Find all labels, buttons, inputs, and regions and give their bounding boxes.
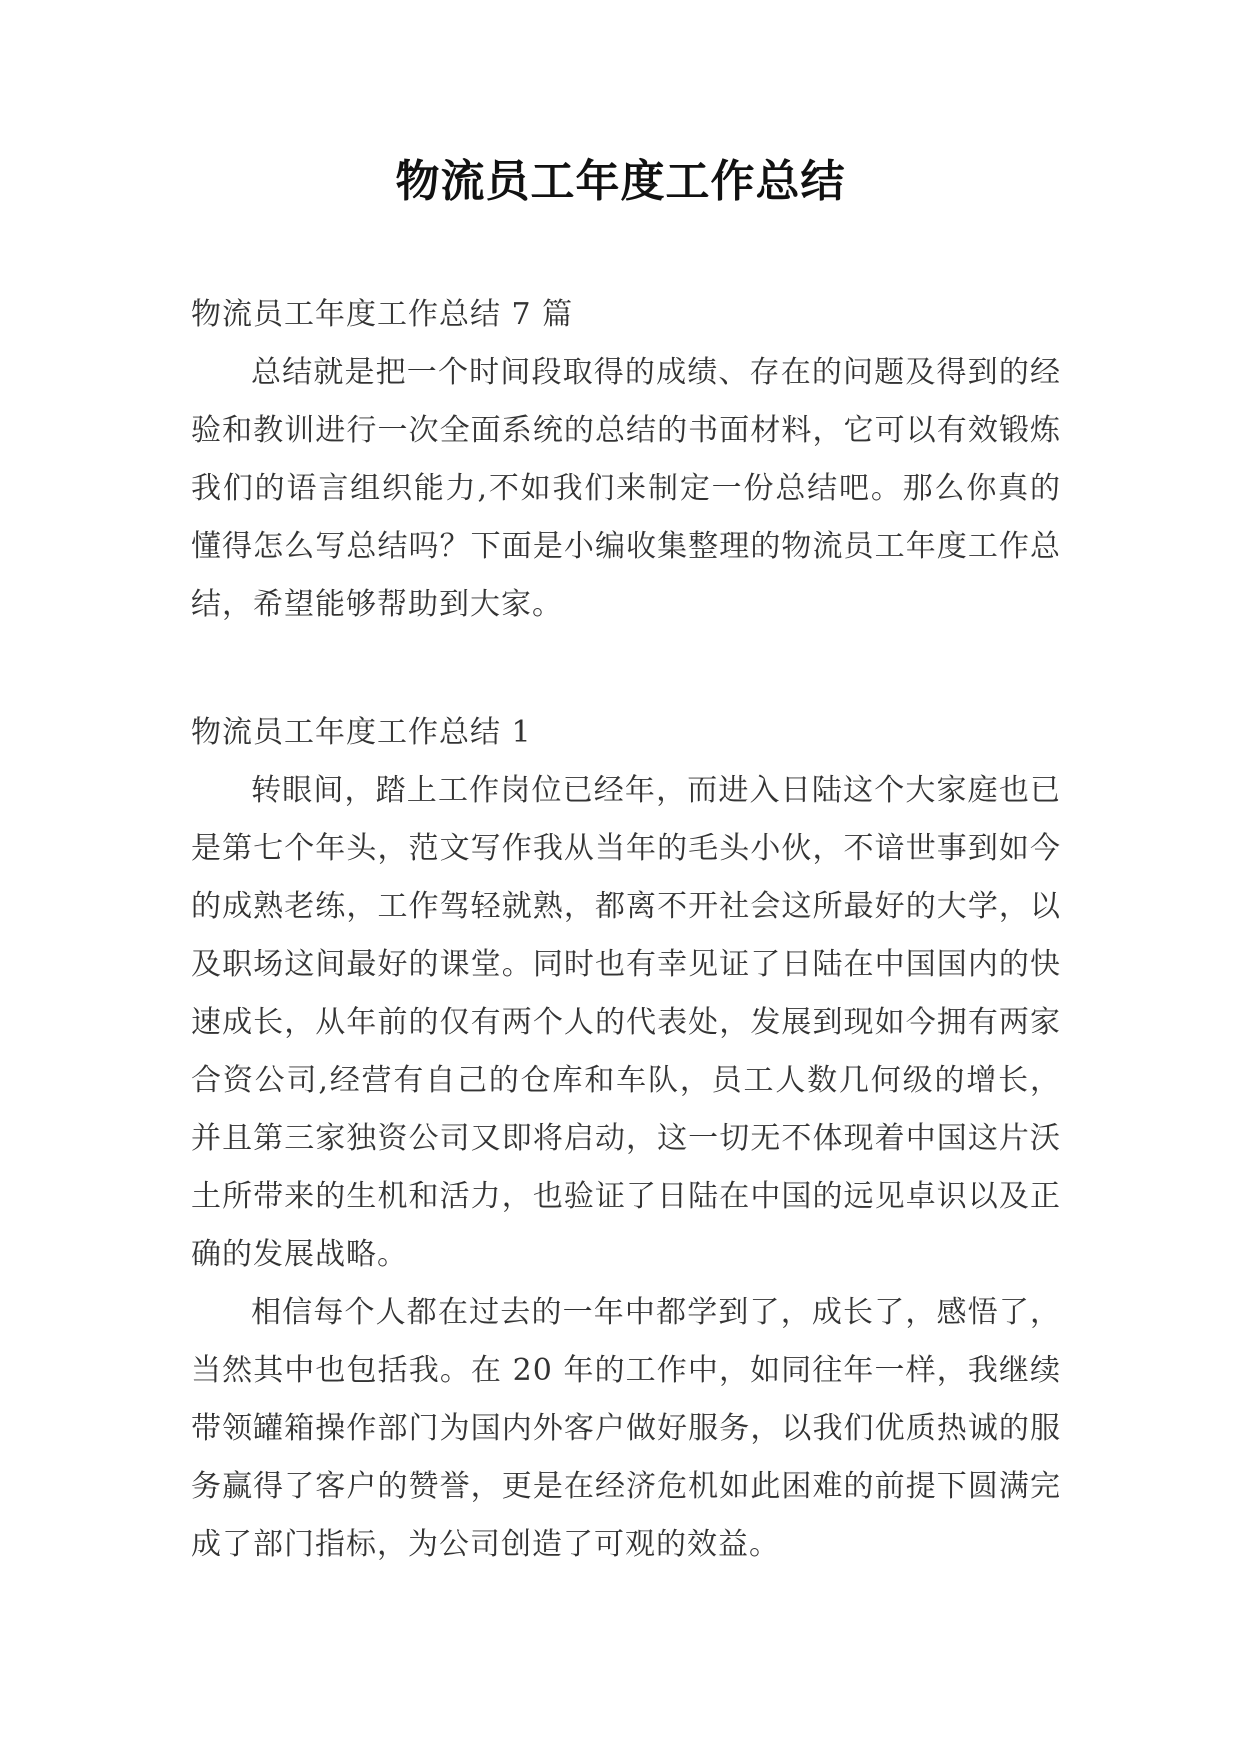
document-subtitle: 物流员工年度工作总结 7 篇 <box>191 297 574 332</box>
page-title: 物流员工年度工作总结 <box>395 156 846 207</box>
document-body <box>191 286 1061 1574</box>
section-heading: 物流员工年度工作总结 1 <box>191 715 532 750</box>
body-paragraph-2: 相信每个人都在过去的一年中都学到了，成长了，感悟了，当然其中也包括我。在 20 年的工作中，如同往年一样，我继续带领罐箱操作部门为国内外客户做好服务，以我们优质热诚的服务赢得了客户的赞誉，更是在经济危机如此困难的前提下圆满完成了部门指标，为公司创造了可观的效益。 <box>191 1295 1061 1562</box>
section-spacer <box>191 634 1061 704</box>
intro-paragraph: 总结就是把一个时间段取得的成绩、存在的问题及得到的经验和教训进行一次全面系统的总结的书面材料，它可以有效锻炼我们的语言组织能力,不如我们来制定一份总结吧。那么你真的懂得怎么写总结吗？下面是小编收集整理的物流员工年度工作总结，希望能够帮助到大家。 <box>191 355 1061 622</box>
body-paragraph-1: 转眼间，踏上工作岗位已经年，而进入日陆这个大家庭也已是第七个年头，范文写作我从当年的毛头小伙，不谙世事到如今的成熟老练，工作驾轻就熟，都离不开社会这所最好的大学，以及职场这间最好的课堂。同时也有幸见证了日陆在中国国内的快速成长，从年前的仅有两个人的代表处，发展到现如今拥有两家合资公司,经营有自己的仓库和车队，员工人数几何级的增长，并且第三家独资公司又即将启动，这一切无不体现着中国这片沃土所带来的生机和活力，也验证了日陆在中国的远见卓识以及正确的发展战略。 <box>191 773 1061 1272</box>
